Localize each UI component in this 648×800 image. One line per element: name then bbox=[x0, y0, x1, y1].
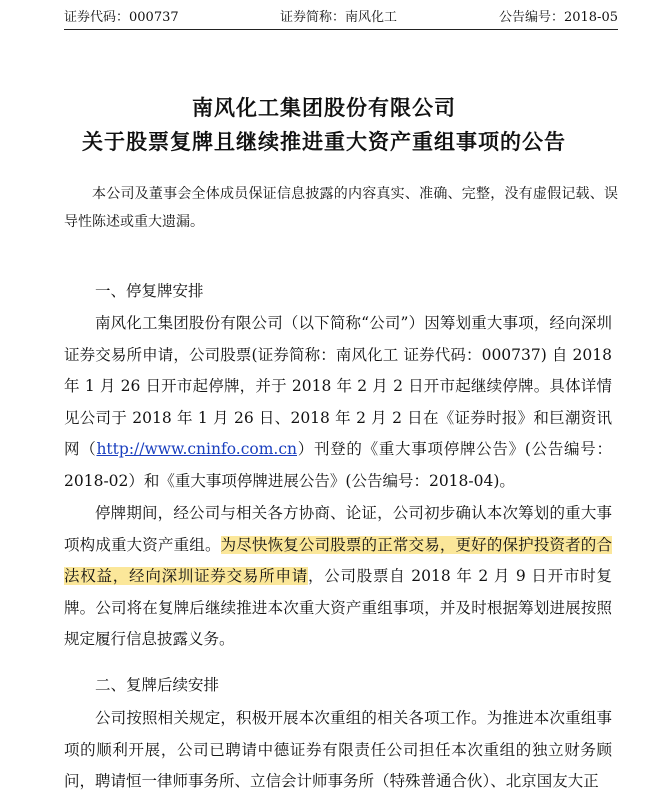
document-header bbox=[64, 6, 618, 28]
section2-paragraph1: 公司按照相关规定，积极开展本次重组的相关各项工作。为推进本次重组事项的顺利开展，公司已聘请中德证券有限责任公司担任本次重组的独立财务顾问，聘请恒一律师事务所、立信会计师事务所（特殊普通合伙）、北京国友大正 bbox=[64, 709, 612, 791]
section1-paragraph2-text-b: ，公司股票自 2018 年 2 月 9 日开市时复牌。公司将在复牌后继续推进本次重大资产重组事项，并及时根据筹划进展按照规定履行信息披露义务。 bbox=[64, 567, 612, 649]
header-divider bbox=[64, 29, 618, 30]
section1-paragraph2-text-a: 停牌期间，经公司与相关各方协商、论证，公司初步确认本次筹划的重大事项构成重大资产重组。 bbox=[64, 504, 612, 554]
section1-paragraph2 bbox=[64, 498, 612, 656]
section2-heading: 二、复牌后续安排 bbox=[95, 676, 220, 694]
section1-paragraph1 bbox=[64, 308, 612, 498]
notice-title: 关于股票复牌且继续推进重大资产重组事项的公告 bbox=[82, 130, 566, 154]
section1-heading: 一、停复牌安排 bbox=[95, 282, 204, 300]
stock-abbreviation: 证券简称：南风化工 bbox=[280, 10, 398, 25]
board-statement: 本公司及董事会全体成员保证信息披露的内容真实、准确、完整，没有虚假记载、误导性陈述或重大遗漏。 bbox=[64, 186, 618, 230]
section1-paragraph1-text-b: ）刊登的《重大事项停牌公告》(公告编号：2018-02）和《重大事项停牌进展公告》(公告编号：2018-04)。 bbox=[64, 440, 612, 490]
section1-paragraph1-text-a: 南风化工集团股份有限公司（以下简称“公司”）因筹划重大事项，经向深圳证券交易所申请，公司股票(证券简称：南风化工 证券代码：000737) 自 2018 年 1 月 26 日开市起停牌，并于 2018 年 2 月 2 日开市起继续停牌。具体详情见公司于 2018 年 1 月 26 日、2018 年 2 月 2 日在《证券时报》和巨潮资讯网（ bbox=[64, 314, 612, 459]
cninfo-link[interactable]: http://www.cninfo.com.cn bbox=[96, 440, 297, 459]
highlighted-text: 为尽快恢复公司股票的正常交易，更好的保护投资者的合法权益，经向深圳证券交易所申请 bbox=[64, 535, 612, 586]
notice-number: 公告编号：2018-05 bbox=[498, 10, 618, 25]
company-title: 南风化工集团股份有限公司 bbox=[192, 96, 456, 120]
stock-code: 证券代码：000737 bbox=[64, 10, 179, 25]
